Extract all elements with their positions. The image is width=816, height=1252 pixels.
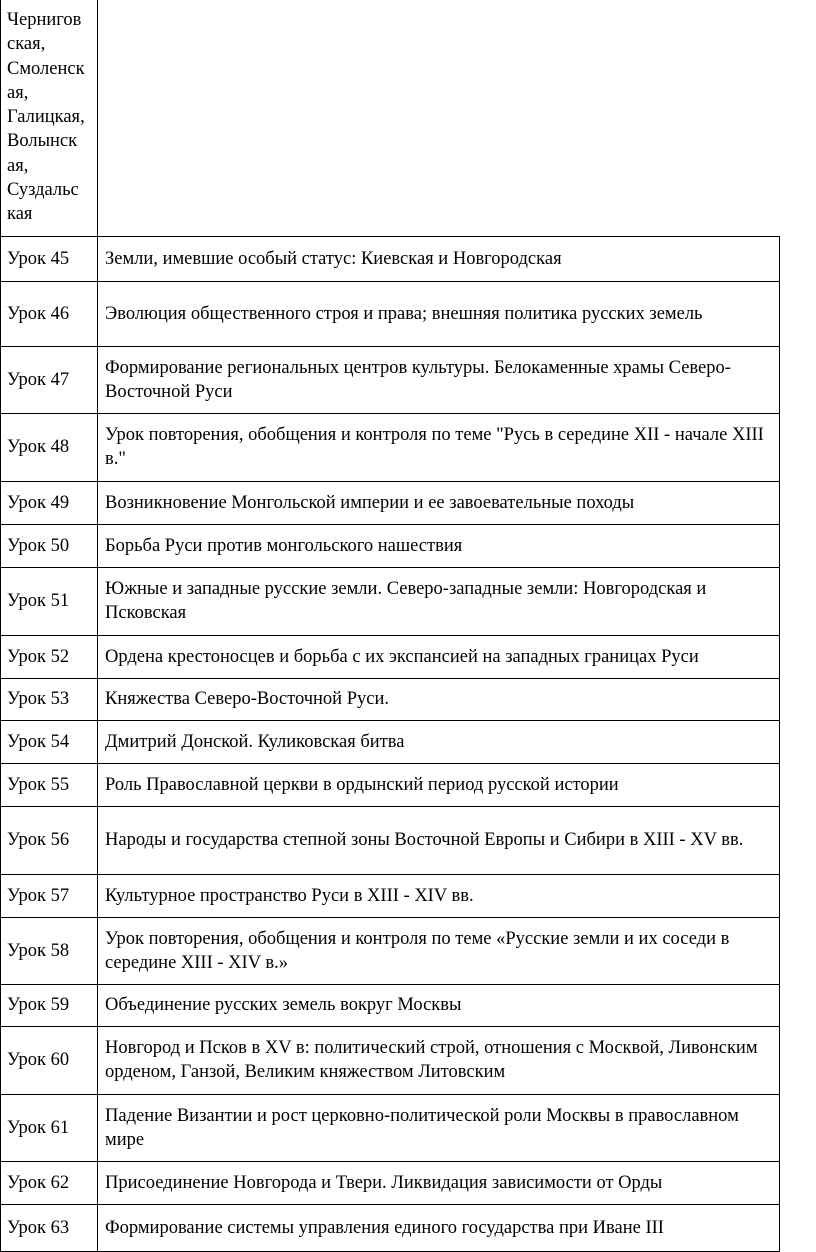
regions-text: Чернигов ская, Смоленск ая, Галицкая, Волынск ая, Суздальс кая bbox=[7, 10, 85, 225]
lesson-topic: Ордена крестоносцев и борьба с их экспансией на западных границах Руси bbox=[98, 635, 780, 678]
lesson-topic: Урок повторения, обобщения и контроля по теме «Русские земли и их соседи в середине XIII - XIV в.» bbox=[98, 917, 780, 984]
regions-cell bbox=[1, 0, 98, 236]
lesson-topic: Княжества Северо-Восточной Руси. bbox=[98, 678, 780, 720]
lesson-label: Урок 54 bbox=[1, 720, 98, 763]
lesson-topic: Эволюция общественного строя и права; внешняя политика русских земель bbox=[98, 281, 780, 346]
lesson-topic: Культурное пространство Руси в XIII - XIV вв. bbox=[98, 874, 780, 917]
table-row bbox=[1, 806, 780, 874]
lesson-label: Урок 49 bbox=[1, 481, 98, 524]
lesson-topic: Народы и государства степной зоны Восточной Европы и Сибири в XIII - XV вв. bbox=[98, 806, 780, 874]
lesson-topic: Борьба Руси против монгольского нашествия bbox=[98, 524, 780, 567]
table-row bbox=[1, 1161, 780, 1204]
lesson-label: Урок 56 bbox=[1, 806, 98, 874]
lesson-label: Урок 53 bbox=[1, 678, 98, 720]
table-row bbox=[1, 1204, 780, 1251]
lesson-label: Урок 57 bbox=[1, 874, 98, 917]
table-row bbox=[1, 236, 780, 281]
table-row bbox=[1, 481, 780, 524]
lesson-label: Урок 50 bbox=[1, 524, 98, 567]
lesson-topic: Падение Византии и рост церковно-политической роли Москвы в православном мире bbox=[98, 1094, 780, 1161]
lesson-topic: Дмитрий Донской. Куликовская битва bbox=[98, 720, 780, 763]
lesson-label: Урок 62 bbox=[1, 1161, 98, 1204]
lesson-topic: Объединение русских земель вокруг Москвы bbox=[98, 984, 780, 1026]
table-row bbox=[1, 763, 780, 806]
lesson-label: Урок 45 bbox=[1, 236, 98, 281]
table-row bbox=[1, 678, 780, 720]
table-row bbox=[1, 346, 780, 413]
lesson-topic: Урок повторения, обобщения и контроля по теме "Русь в середине XII - начале XIII в." bbox=[98, 413, 780, 481]
lesson-topic: Формирование региональных центров культуры. Белокаменные храмы Северо-Восточной Руси bbox=[98, 346, 780, 413]
table-row bbox=[1, 635, 780, 678]
lesson-label: Урок 59 bbox=[1, 984, 98, 1026]
table-row bbox=[1, 524, 780, 567]
table-row bbox=[1, 917, 780, 984]
lesson-topic: Роль Православной церкви в ордынский период русской истории bbox=[98, 763, 780, 806]
table-row bbox=[1, 1026, 780, 1094]
empty-cell bbox=[98, 0, 780, 236]
lesson-label: Урок 63 bbox=[1, 1204, 98, 1251]
table-row bbox=[1, 567, 780, 635]
lesson-topic: Возникновение Монгольской империи и ее завоевательные походы bbox=[98, 481, 780, 524]
table-row bbox=[1, 281, 780, 346]
lesson-topic: Формирование системы управления единого государства при Иване III bbox=[98, 1204, 780, 1251]
lesson-label: Урок 58 bbox=[1, 917, 98, 984]
lesson-topic: Новгород и Псков в XV в: политический строй, отношения с Москвой, Ливонским орденом, Ганзой, Великим княжеством Литовским bbox=[98, 1026, 780, 1094]
lesson-label: Урок 47 bbox=[1, 346, 98, 413]
table-row bbox=[1, 984, 780, 1026]
table-row bbox=[1, 413, 780, 481]
lesson-topic: Присоединение Новгорода и Твери. Ликвидация зависимости от Орды bbox=[98, 1161, 780, 1204]
table-row bbox=[1, 720, 780, 763]
lesson-label: Урок 52 bbox=[1, 635, 98, 678]
lesson-label: Урок 46 bbox=[1, 281, 98, 346]
table-row bbox=[1, 1094, 780, 1161]
table-row bbox=[1, 874, 780, 917]
lesson-label: Урок 55 bbox=[1, 763, 98, 806]
lesson-topic: Южные и западные русские земли. Северо-западные земли: Новгородская и Псковская bbox=[98, 567, 780, 635]
lesson-label: Урок 51 bbox=[1, 567, 98, 635]
lesson-topic: Земли, имевшие особый статус: Киевская и Новгородская bbox=[98, 236, 780, 281]
lesson-label: Урок 61 bbox=[1, 1094, 98, 1161]
lesson-label: Урок 48 bbox=[1, 413, 98, 481]
table-row-top bbox=[1, 0, 780, 236]
lesson-label: Урок 60 bbox=[1, 1026, 98, 1094]
